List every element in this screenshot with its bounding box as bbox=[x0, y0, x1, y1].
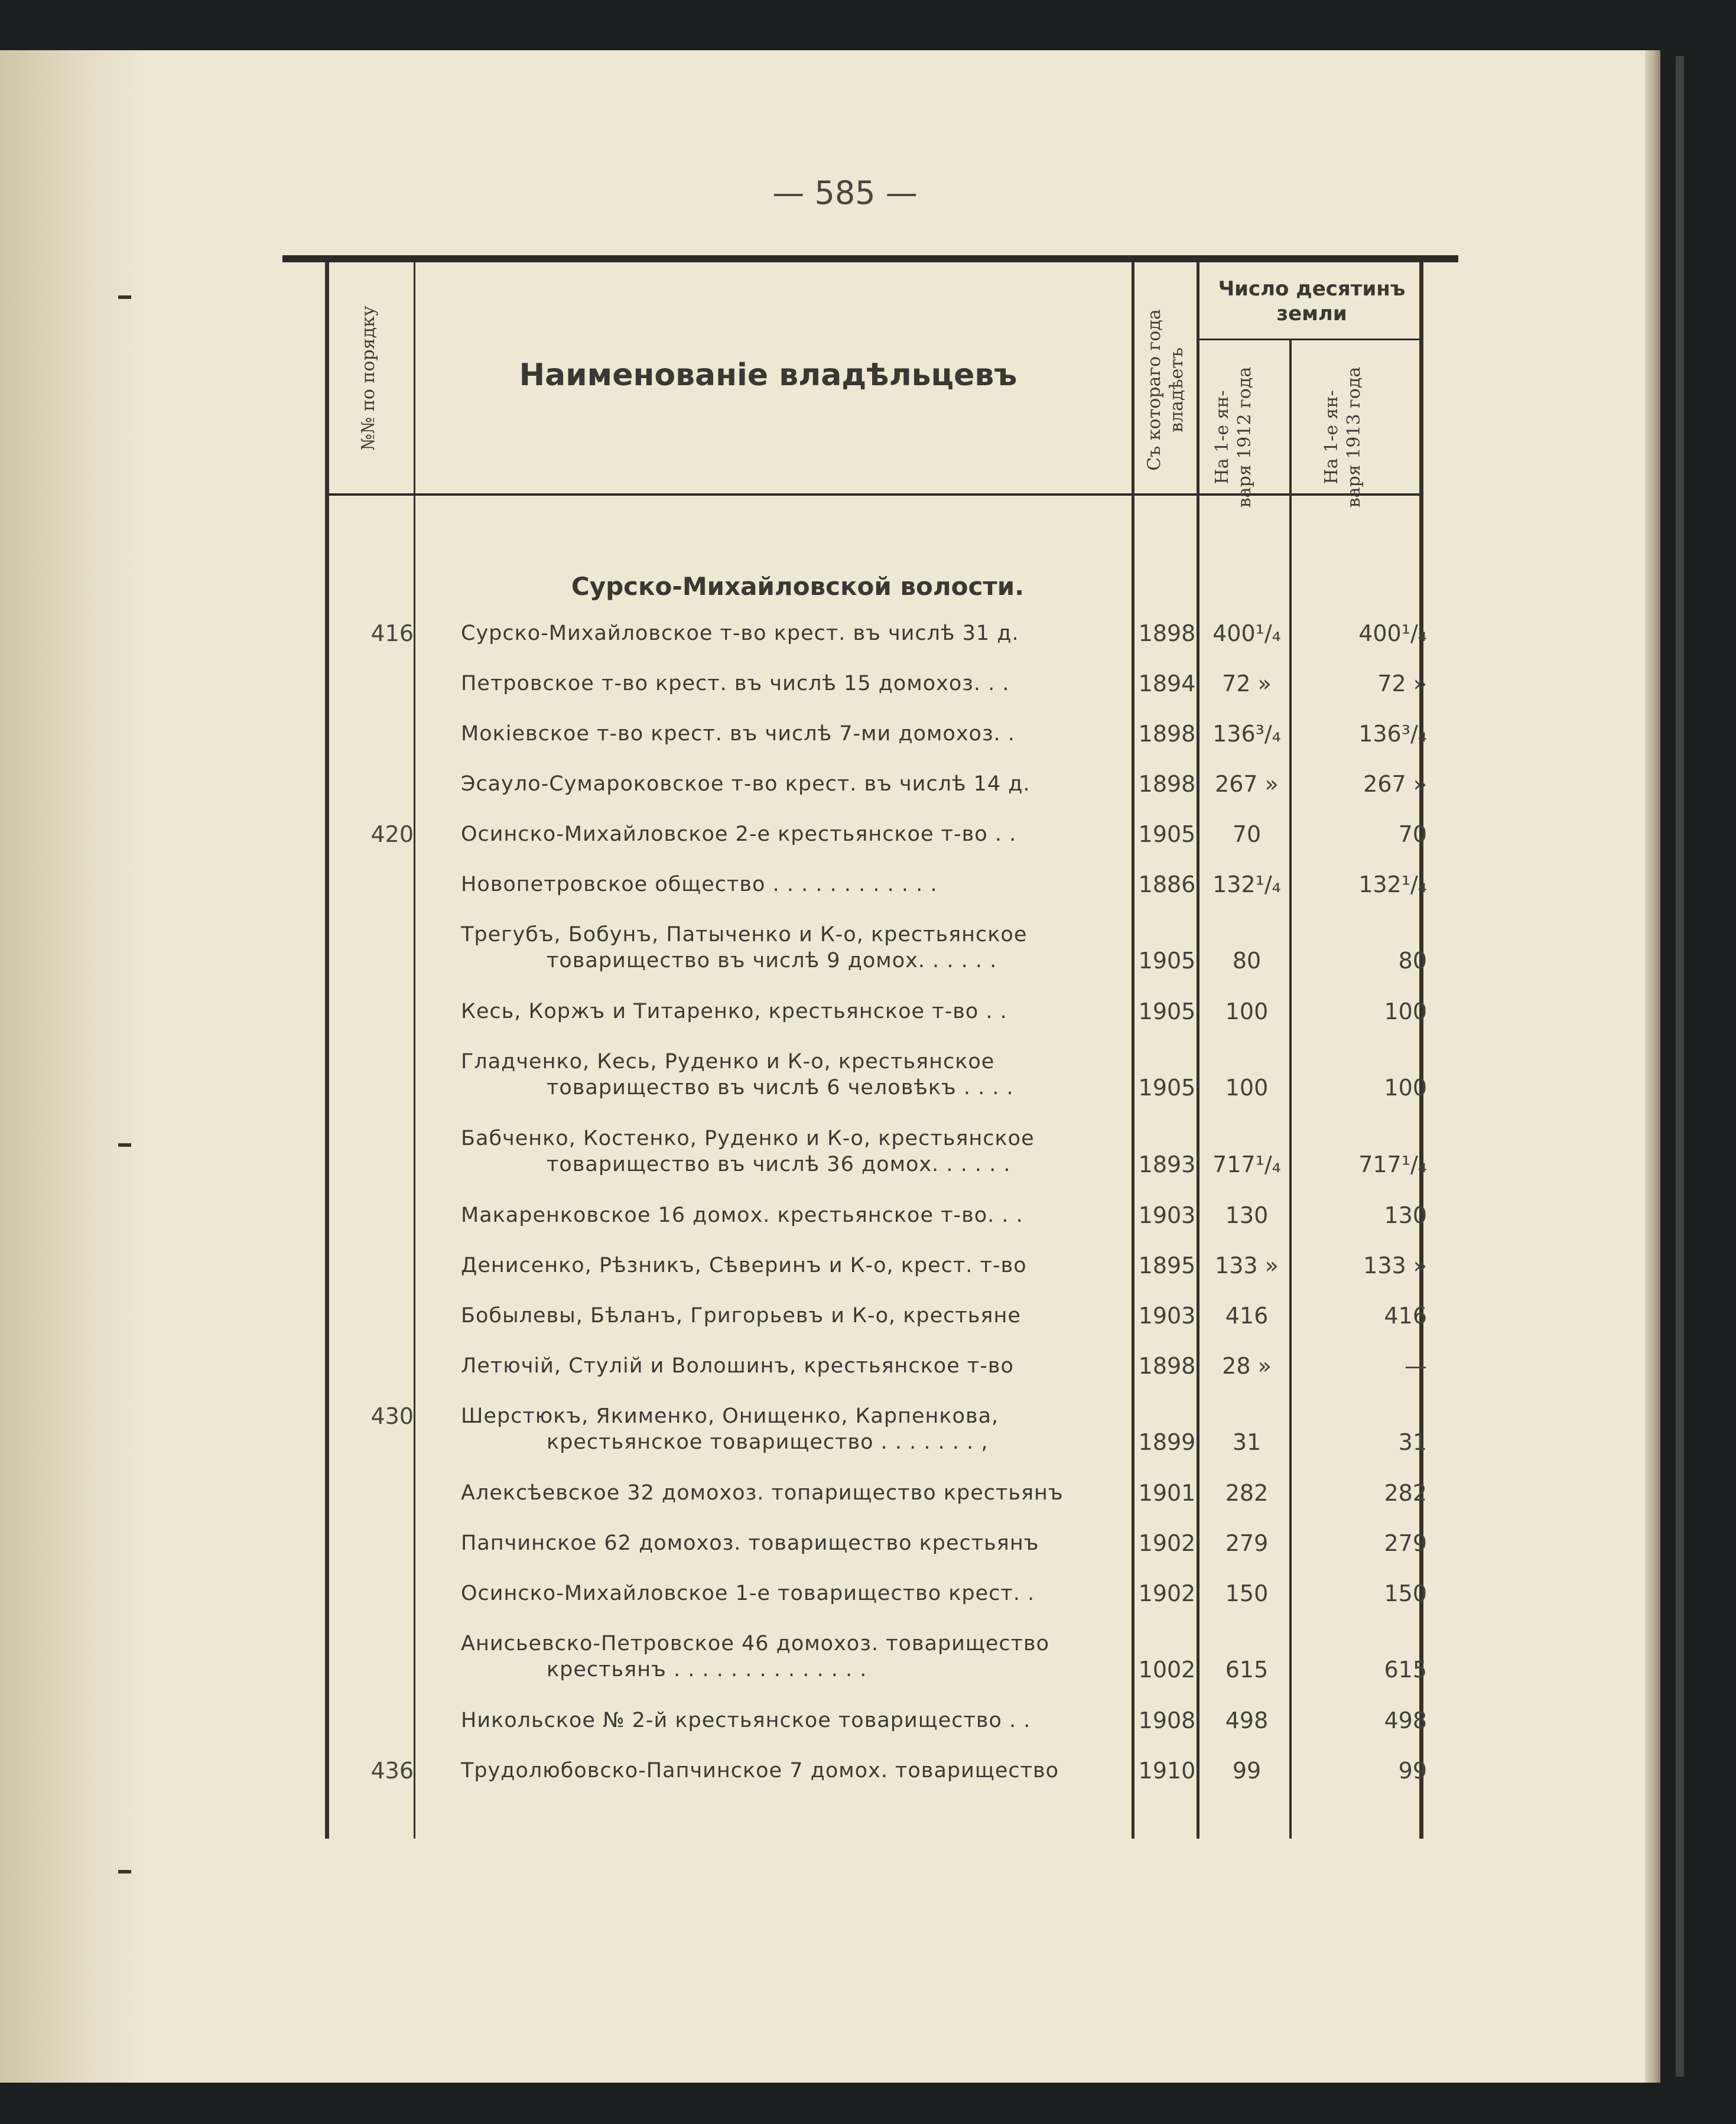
owner-name-line1: Папчинское 62 домохоз. товарищество крестьянъ bbox=[461, 1531, 1039, 1555]
area-1913: 100 bbox=[1384, 1075, 1427, 1101]
area-1913: 279 bbox=[1384, 1530, 1427, 1556]
owner-name-line1: Осинско-Михайловское 2-е крестьянское т-во . . bbox=[461, 822, 1017, 846]
year-owned: 1898 bbox=[1138, 620, 1196, 646]
column-divider bbox=[414, 262, 415, 1839]
area-1913: 416 bbox=[1384, 1303, 1427, 1329]
area-1913: 31 bbox=[1398, 1429, 1427, 1455]
area-1913: 80 bbox=[1398, 948, 1427, 974]
year-owned: 1895 bbox=[1138, 1253, 1196, 1279]
owner-name bbox=[461, 1126, 1126, 1178]
owner-name bbox=[461, 1403, 1126, 1455]
owner-name-line2: товарищество въ числѣ 6 человѣкъ . . . . bbox=[547, 1076, 1014, 1100]
area-1913: 132¹/₄ bbox=[1358, 871, 1427, 897]
year-owned: 1898 bbox=[1138, 1353, 1196, 1379]
owner-name bbox=[461, 1580, 1126, 1606]
owner-name-line1: Трудолюбовско-Папчинское 7 домох. товарищество bbox=[461, 1759, 1059, 1783]
year-owned: 1002 bbox=[1138, 1657, 1196, 1683]
owner-name bbox=[461, 1631, 1126, 1683]
area-1912: 72 » bbox=[1222, 671, 1272, 697]
area-1913: 282 bbox=[1384, 1480, 1427, 1506]
year-owned: 1905 bbox=[1138, 821, 1196, 847]
year-owned: 1901 bbox=[1138, 1480, 1196, 1506]
area-1912: 132¹/₄ bbox=[1212, 871, 1281, 897]
area-1913: 498 bbox=[1384, 1707, 1427, 1733]
owner-name bbox=[461, 871, 1126, 897]
owner-name bbox=[461, 1530, 1126, 1556]
owner-name-line1: Бабченко, Костенко, Руденко и К-о, крестьянское bbox=[461, 1127, 1035, 1150]
owner-name bbox=[461, 1253, 1126, 1279]
header-owner-name: Наименованіе владѣльцевъ bbox=[519, 357, 1017, 393]
owner-name-line1: Алексѣевское 32 домохоз. топарищество крестьянъ bbox=[461, 1481, 1064, 1505]
row-number: 430 bbox=[370, 1403, 414, 1429]
row-number: 420 bbox=[370, 821, 414, 847]
area-1912: 100 bbox=[1225, 1075, 1269, 1101]
header-1913-column: На 1-е ян- варя 1913 года bbox=[1321, 366, 1364, 508]
owner-name bbox=[461, 998, 1126, 1024]
area-1912: 28 » bbox=[1222, 1353, 1272, 1379]
owner-name bbox=[461, 1049, 1126, 1101]
area-1913: 267 » bbox=[1363, 771, 1427, 797]
area-1912: 498 bbox=[1225, 1707, 1269, 1733]
owner-name-line1: Анисьевско-Петровское 46 домохоз. товарищество bbox=[461, 1632, 1050, 1655]
year-owned: 1899 bbox=[1138, 1429, 1196, 1455]
owner-name-line1: Эсауло-Сумароковское т-во крест. въ числѣ 14 д. bbox=[461, 772, 1030, 796]
area-1912: 279 bbox=[1225, 1530, 1269, 1556]
year-owned: 1903 bbox=[1138, 1202, 1196, 1228]
owner-name-line2: товарищество въ числѣ 36 домох. . . . . . bbox=[547, 1153, 1011, 1176]
area-1912: 150 bbox=[1225, 1580, 1269, 1606]
owner-name-line1: Мокіевское т-во крест. въ числѣ 7-ми домохоз. . bbox=[461, 722, 1015, 746]
owner-name-line2: товарищество въ числѣ 9 домох. . . . . . bbox=[547, 949, 997, 972]
owner-name-line1: Денисенко, Рѣзникъ, Сѣверинъ и К-о, крест. т-во bbox=[461, 1254, 1027, 1277]
header-1912-column: На 1-е ян- варя 1912 года bbox=[1212, 366, 1255, 508]
area-1912: 80 bbox=[1232, 948, 1262, 974]
owner-name-line1: Шерстюкъ, Якименко, Онищенко, Карпенкова, bbox=[461, 1404, 999, 1428]
owner-name-line1: Макаренковское 16 домох. крестьянское т-во. . . bbox=[461, 1204, 1023, 1227]
year-owned: 1902 bbox=[1138, 1580, 1196, 1606]
year-owned: 1894 bbox=[1138, 671, 1196, 697]
year-owned: 1898 bbox=[1138, 771, 1196, 797]
row-number: 436 bbox=[370, 1758, 414, 1784]
owner-name bbox=[461, 1758, 1126, 1784]
owner-name-line1: Новопетровское общество . . . . . . . . . . . . bbox=[461, 873, 938, 896]
area-1912: 136³/₄ bbox=[1212, 721, 1281, 747]
area-1913: 400¹/₄ bbox=[1358, 620, 1427, 646]
owner-name-line2: крестьянское товарищество . . . . . . . , bbox=[547, 1430, 989, 1454]
owner-name bbox=[461, 671, 1126, 697]
table-top-rule bbox=[282, 255, 1458, 262]
year-owned: 1910 bbox=[1138, 1758, 1196, 1784]
owner-name bbox=[461, 771, 1126, 797]
owner-name bbox=[461, 1707, 1126, 1733]
year-owned: 1902 bbox=[1138, 1530, 1196, 1556]
owner-name bbox=[461, 620, 1126, 646]
owner-name-line2: крестьянъ . . . . . . . . . . . . . . bbox=[547, 1658, 867, 1681]
area-1913: 99 bbox=[1398, 1758, 1427, 1784]
owner-name-line1: Никольское № 2-й крестьянское товарищество . . bbox=[461, 1709, 1031, 1732]
area-1912: 99 bbox=[1232, 1758, 1262, 1784]
header-year-column: Съ котораго года владѣетъ bbox=[1144, 309, 1187, 471]
page-number: — 585 — bbox=[772, 174, 918, 212]
row-number: 416 bbox=[370, 620, 414, 646]
year-owned: 1903 bbox=[1138, 1303, 1196, 1329]
year-owned: 1893 bbox=[1138, 1152, 1196, 1178]
year-owned: 1905 bbox=[1138, 1075, 1196, 1101]
table-left-border bbox=[325, 262, 329, 1839]
area-1913: 100 bbox=[1384, 998, 1427, 1024]
area-1913: 615 bbox=[1384, 1657, 1427, 1683]
year-owned: 1908 bbox=[1138, 1707, 1196, 1733]
owner-name bbox=[461, 922, 1126, 974]
area-1912: 133 » bbox=[1215, 1253, 1279, 1279]
year-owned: 1905 bbox=[1138, 998, 1196, 1024]
owner-name-line1: Бобылевы, Бѣланъ, Григорьевъ и К-о, крестьяне bbox=[461, 1304, 1021, 1328]
area-1913: — bbox=[1405, 1353, 1427, 1379]
owner-name-line1: Осинско-Михайловское 1-е товарищество крест. . bbox=[461, 1582, 1035, 1605]
area-1913: 150 bbox=[1384, 1580, 1427, 1606]
group-subheader-rule bbox=[1199, 339, 1419, 340]
year-owned: 1905 bbox=[1138, 948, 1196, 974]
owner-name bbox=[461, 821, 1126, 847]
area-1912: 717¹/₄ bbox=[1212, 1152, 1281, 1178]
area-1913: 72 » bbox=[1377, 671, 1427, 697]
year-owned: 1886 bbox=[1138, 871, 1196, 897]
area-1913: 133 » bbox=[1363, 1253, 1427, 1279]
owner-name-line1: Кесь, Коржъ и Титаренко, крестьянское т-во . . bbox=[461, 1000, 1007, 1023]
owner-name-line1: Сурско-Михайловское т-во крест. въ числѣ 31 д. bbox=[461, 622, 1019, 645]
owner-name-line1: Трегубъ, Бобунъ, Патыченко и К-о, крестьянское bbox=[461, 923, 1028, 946]
header-land-area-group: Число десятинъ земли bbox=[1218, 277, 1406, 326]
area-1912: 400¹/₄ bbox=[1212, 620, 1281, 646]
owner-name-line1: Гладченко, Кесь, Руденко и К-о, крестьянское bbox=[461, 1050, 995, 1074]
header-number-column: №№ по порядку bbox=[358, 305, 379, 451]
area-1912: 615 bbox=[1225, 1657, 1269, 1683]
owner-name-line1: Летючій, Стулій и Волошинъ, крестьянское т-во bbox=[461, 1354, 1014, 1378]
area-1912: 267 » bbox=[1215, 771, 1279, 797]
area-1912: 31 bbox=[1232, 1429, 1262, 1455]
owner-name bbox=[461, 1353, 1126, 1379]
area-1912: 416 bbox=[1225, 1303, 1269, 1329]
area-1912: 282 bbox=[1225, 1480, 1269, 1506]
owner-name bbox=[461, 1303, 1126, 1329]
area-1912: 130 bbox=[1225, 1202, 1269, 1228]
area-1913: 70 bbox=[1398, 821, 1427, 847]
owner-name bbox=[461, 1202, 1126, 1228]
area-1913: 717¹/₄ bbox=[1358, 1152, 1427, 1178]
section-title: Сурско-Михайловской волости. bbox=[571, 572, 1025, 601]
area-1913: 136³/₄ bbox=[1358, 721, 1427, 747]
owner-name bbox=[461, 1480, 1126, 1506]
owner-name-line1: Петровское т-во крест. въ числѣ 15 домохоз. . . bbox=[461, 672, 1010, 695]
area-1913: 130 bbox=[1384, 1202, 1427, 1228]
area-1912: 70 bbox=[1232, 821, 1262, 847]
area-1912: 100 bbox=[1225, 998, 1269, 1024]
year-owned: 1898 bbox=[1138, 721, 1196, 747]
owner-name bbox=[461, 721, 1126, 747]
